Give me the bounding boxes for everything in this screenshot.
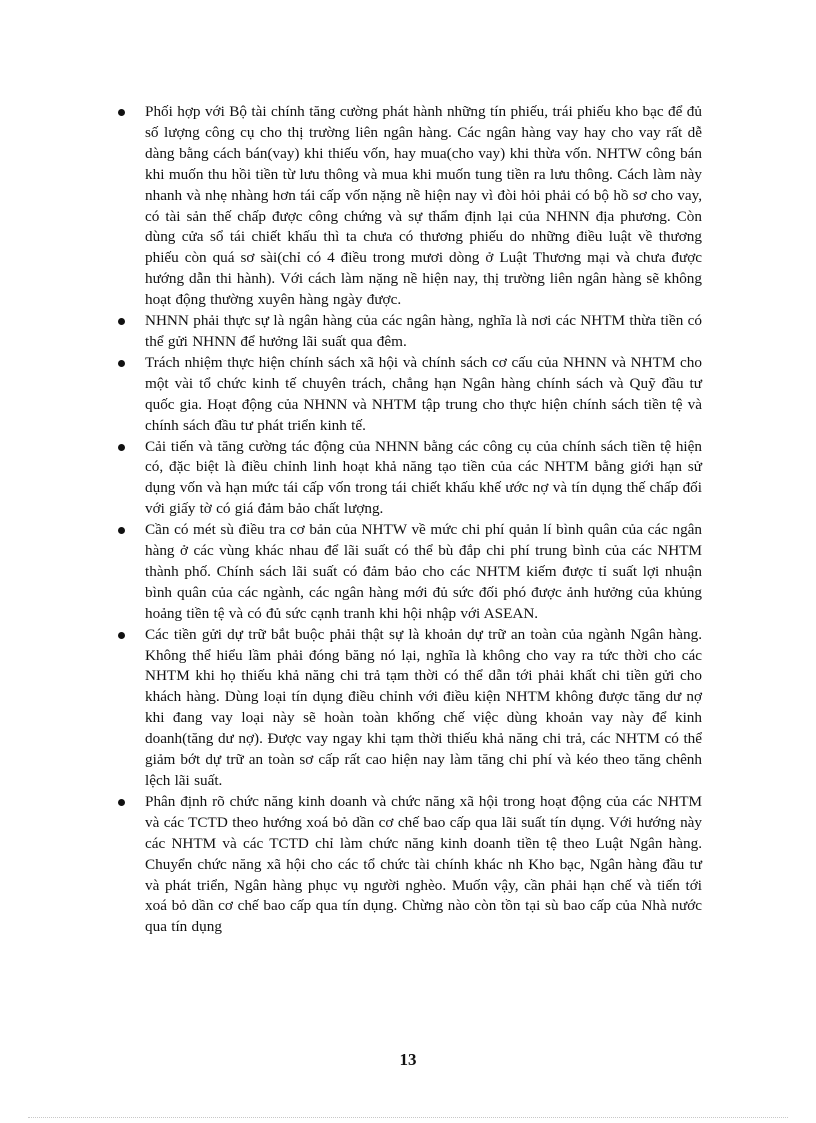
bullet-icon (118, 360, 125, 367)
list-item (118, 625, 702, 792)
paragraph-text: Phối hợp với Bộ tài chính tăng cường phát hành những tín phiếu, trái phiếu kho bạc để đủ số lượng công cụ cho thị trường liên ngân hàng. Các ngân hàng vay hay cho vay rất dễ dàng bằng cách bán(vay) khi thiếu vốn, hay mua(cho vay) khi thừa vốn. NHTW công bán khi muốn thu hồi tiền từ lưu thông và mua khi muốn tung tiền ra lưu thông. Cách làm này nhanh và nhẹ nhàng hơn tái cấp vốn nặng nề hiện nay vì đòi hỏi phải có bộ hồ sơ cho vay, có tài sản thế chấp được công chứng và sự thẩm định lại của NHNN địa phương. Còn dùng cửa sổ tái chiết khấu thì ta chưa có thương phiếu do những điều luật về thương phiếu còn quá sơ sài(chỉ có 4 điều trong mươi dòng ở Luật Thương mại và chưa được hướng dẫn thi hành). Với cách làm nặng nề hiện nay, thị trường liên ngân hàng sẽ không hoạt động thường xuyên hàng ngày được. (145, 103, 703, 309)
list-item (118, 102, 702, 311)
paragraph-text: Trách nhiệm thực hiện chính sách xã hội và chính sách cơ cấu của NHNN và NHTM cho một vài tổ chức kinh tế chuyên trách, chẳng hạn Ngân hàng chính sách và Quỹ đầu tư quốc gia. Hoạt động của NHNN và NHTM tập trung cho thực hiện chính sách tiền tệ và chính sách đầu tư phát triển kinh tế. (145, 353, 702, 434)
list-item (118, 353, 702, 437)
bullet-icon (118, 444, 125, 451)
list-item (118, 520, 702, 625)
page-body (118, 102, 702, 938)
paragraph-text: NHNN phải thực sự là ngân hàng của các ngân hàng, nghĩa là nơi các NHTM thừa tiền có thể gửi NHNN để hưởng lãi suất qua đêm. (145, 312, 702, 350)
bullet-icon (118, 109, 125, 116)
list-item (118, 437, 702, 521)
list-item (118, 311, 702, 353)
paragraph-text: Cần có mét sù điều tra cơ bản của NHTW về mức chi phí quản lí bình quân của các ngân hàng ở các vùng khác nhau để lãi suất có thể bù đắp chi phí trung bình của các NHTM thành phố. Chính sách lãi suất có đảm bảo cho các NHTM kiếm được tỉ suất lợi nhuận bình quân của các ngành, các ngân hàng mới đủ sức đối phó được ảnh hưởng của khủng hoảng tiền tệ và có đủ sức cạnh tranh khi hội nhập với ASEAN. (145, 521, 702, 622)
list-item (118, 792, 702, 938)
paragraph-text: Các tiền gửi dự trữ bắt buộc phải thật sự là khoản dự trữ an toàn của ngành Ngân hàng. Không thể hiểu lầm phải đóng băng nó lại, nghĩa là không cho vay ra tức thời cho các NHTM khi họ thiếu khả năng chi trả tạm thời có thể dẫn tới phải khất chi tiền gửi cho khách hàng. Dùng loại tín dụng điều chỉnh với điều kiện NHTM không được tăng dư nợ khi đang vay loại này sẽ hoàn toàn khống chế việc dùng khoản vay này để kinh doanh(tăng dư nợ). Được vay ngay khi tạm thời thiếu khả năng chi trả, các NHTM có thể giảm bớt dự trữ an toàn sơ cấp rất cao hiện nay làm tăng chi phí và kéo theo tăng chênh lệch lãi suất. (145, 625, 702, 789)
bullet-icon (118, 318, 125, 325)
bullet-icon (118, 632, 125, 639)
page-number: 13 (399, 1050, 417, 1069)
page-bottom-divider (28, 1117, 788, 1118)
paragraph-text: Cải tiến và tăng cường tác động của NHNN bằng các công cụ của chính sách tiền tệ hiện có, đặc biệt là điều chỉnh linh hoạt khả năng tạo tiền của các NHTM bằng giới hạn sử dụng vốn và hạn mức tái cấp vốn trong tái chiết khấu khế ước nợ và tín dụng thế chấp đối với giấy tờ có giá đảm bảo chất lượng. (145, 437, 702, 518)
bullet-list (118, 102, 702, 938)
paragraph-text: Phân định rõ chức năng kinh doanh và chức năng xã hội trong hoạt động của các NHTM và các TCTD theo hướng xoá bỏ dần cơ chế bao cấp qua lãi suất tín dụng. Với hướng này các NHTM và các TCTD chỉ làm chức năng kinh doanh tiền tệ theo Luật Ngân hàng. Chuyển chức năng xã hội cho các tổ chức tài chính khác nh Kho bạc, Ngân hàng đầu tư và phát triển, Ngân hàng phục vụ người nghèo. Muốn vậy, cần phải hạn chế và tiến tới xoá bỏ dần cơ chế bao cấp qua tín dụng. Chừng nào còn tồn tại sù bao cấp của Nhà nước qua tín dụng (145, 792, 702, 936)
bullet-icon (118, 527, 125, 534)
bullet-icon (118, 799, 125, 806)
